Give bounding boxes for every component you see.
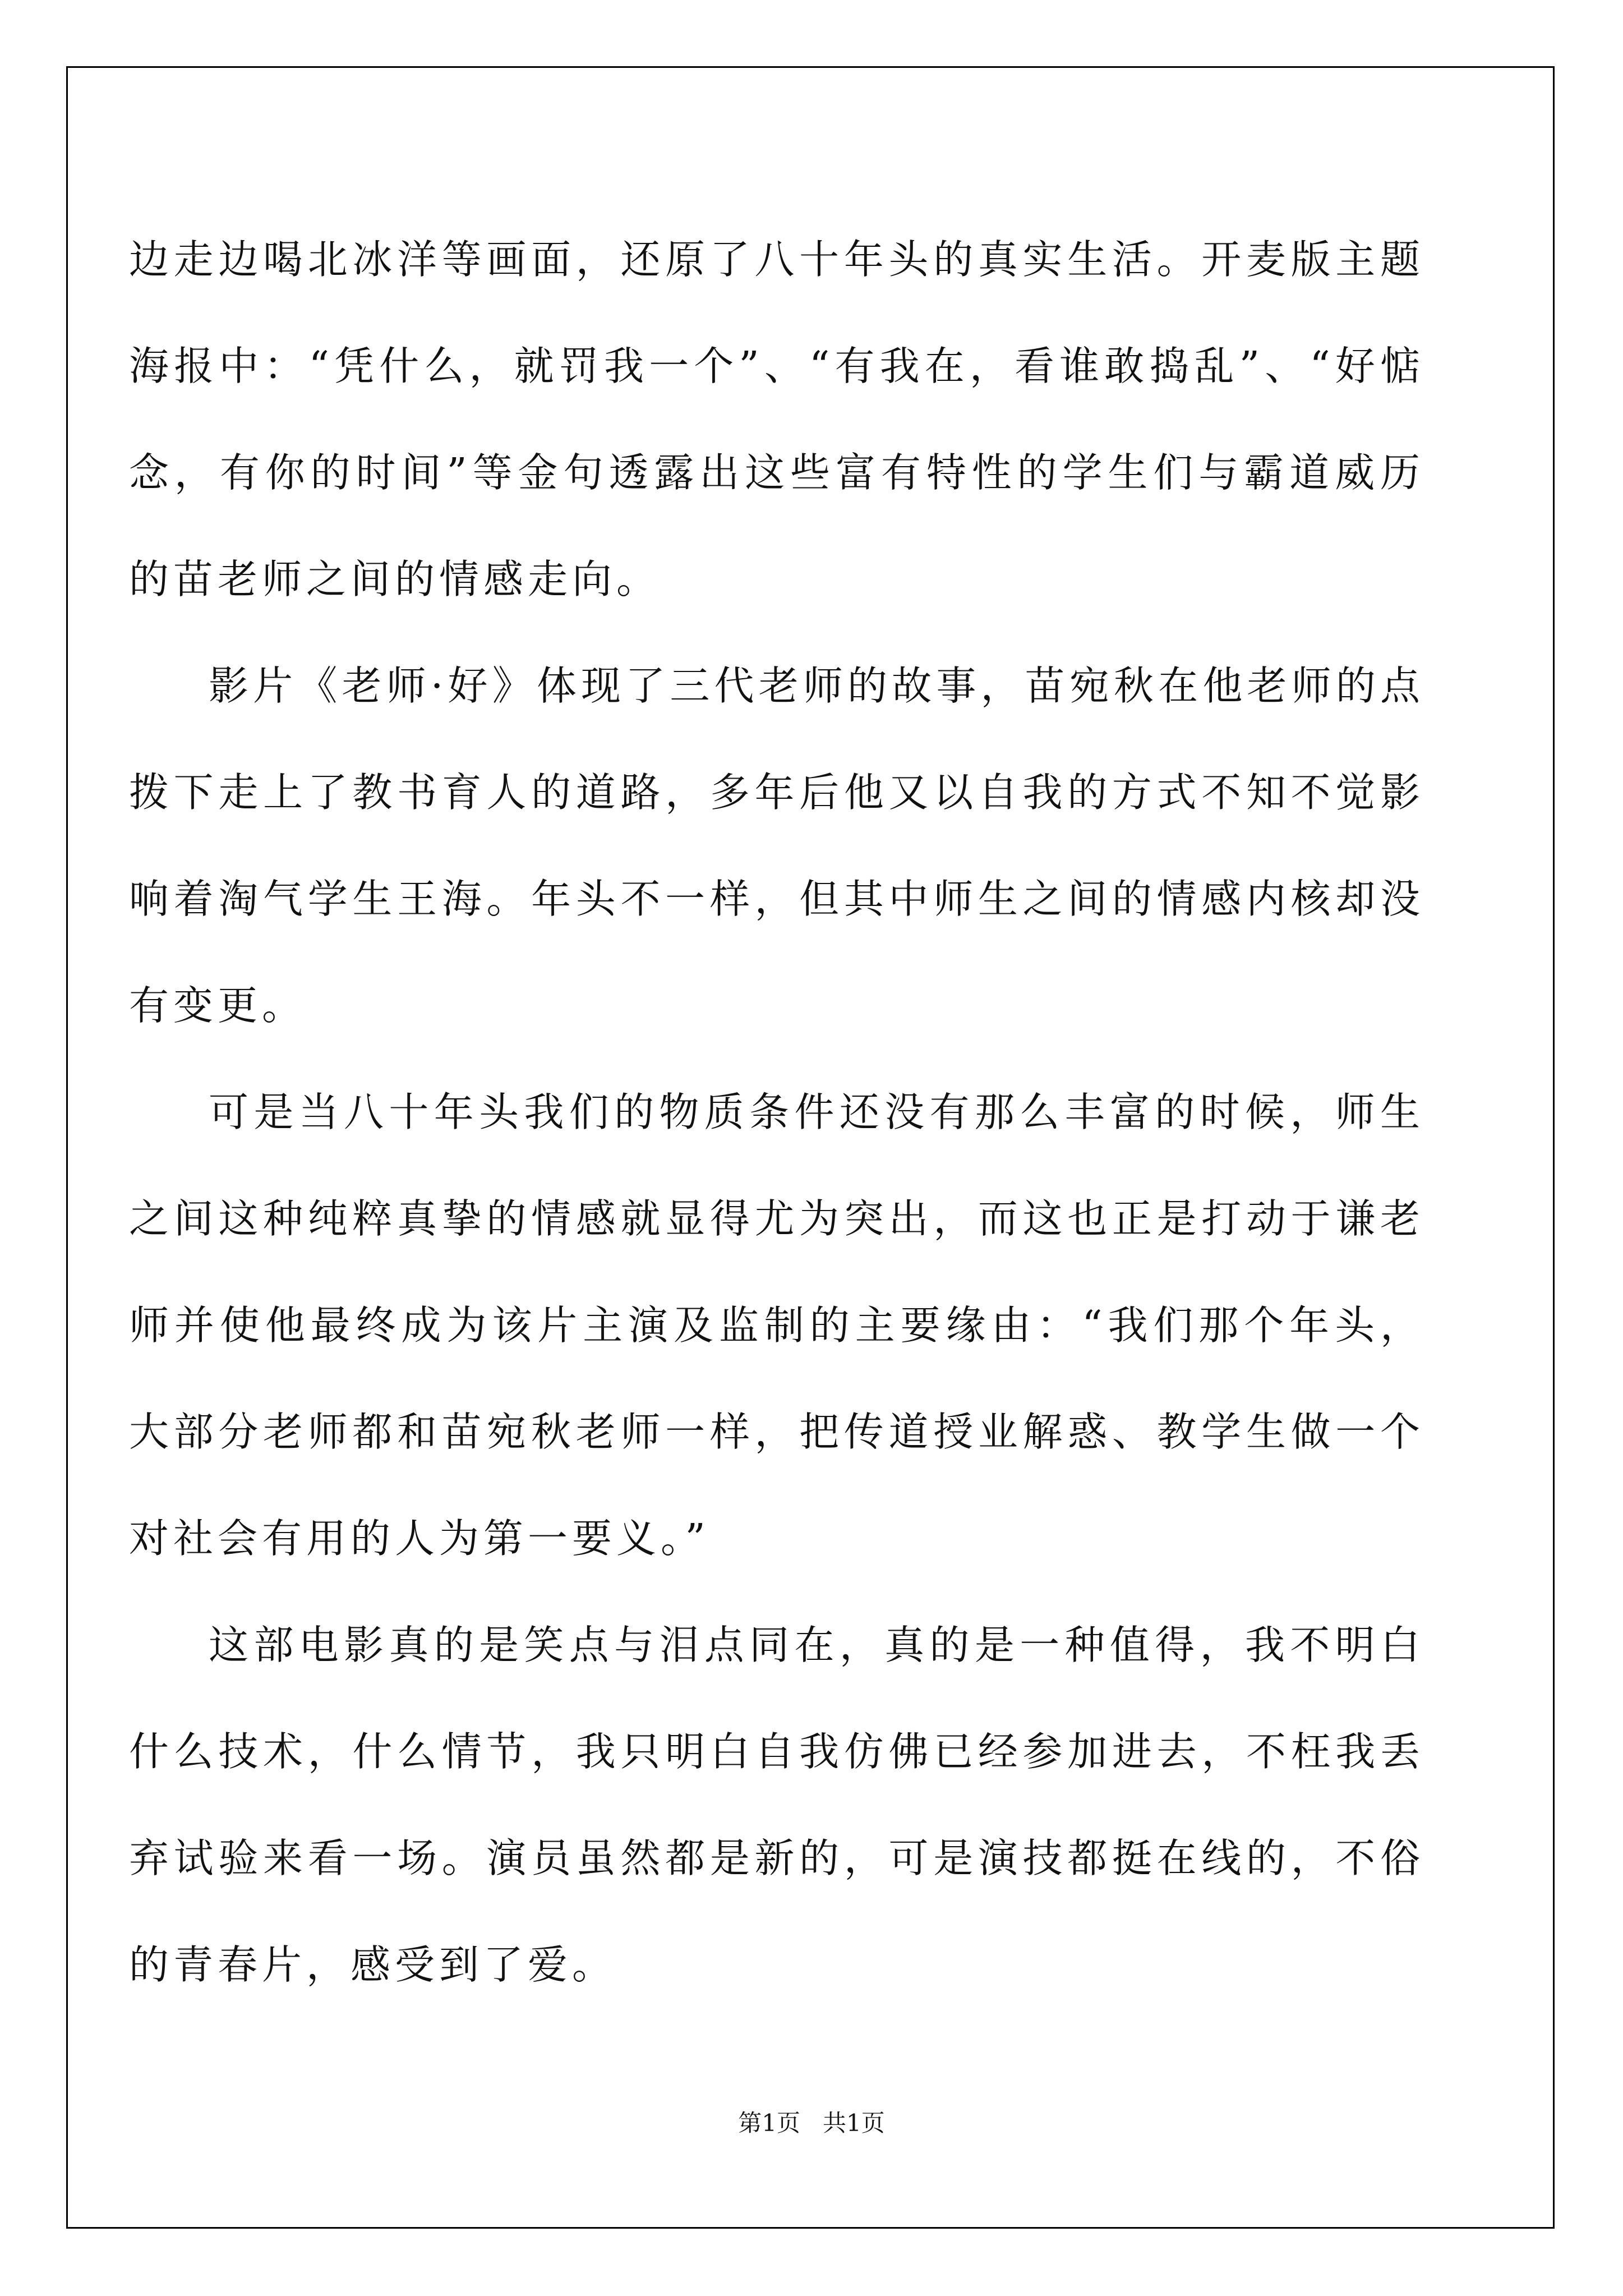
paragraph-2: 影片《老师·好》体现了三代老师的故事，苗宛秋在他老师的点拨下走上了教书育人的道路，多年后他又以自我的方式不知不觉影响着淘气学生王海。年头不一样，但其中师生之间的情感内核却没有变更。 (129, 662, 1424, 1029)
page-number-footer: 第1页 共1页 (738, 2109, 885, 2137)
document-body (129, 206, 1424, 2018)
paragraph-1: 边走边喝北冰洋等画面，还原了八十年头的真实生活。开麦版主题海报中：“凭什么，就罚我一个”、“有我在，看谁敢捣乱”、“好惦念，有你的时间”等金句透露出这些富有特性的学生们与霸道威历的苗老师之间的情感走向。 (129, 236, 1424, 602)
paragraph-4: 这部电影真的是笑点与泪点同在，真的是一种值得，我不明白什么技术，什么情节，我只明白自我仿佛已经参加进去，不枉我丢弃试验来看一场。演员虽然都是新的，可是演技都挺在线的，不俗的青春片，感受到了爱。 (129, 1622, 1424, 1988)
paragraph-3: 可是当八十年头我们的物质条件还没有那么丰富的时候，师生之间这种纯粹真挚的情感就显得尤为突出，而这也正是打动于谦老师并使他最终成为该片主演及监制的主要缘由：“我们那个年头，大部分老师都和苗宛秋老师一样，把传道授业解惑、教学生做一个对社会有用的人为第一要义。” (129, 1089, 1424, 1562)
